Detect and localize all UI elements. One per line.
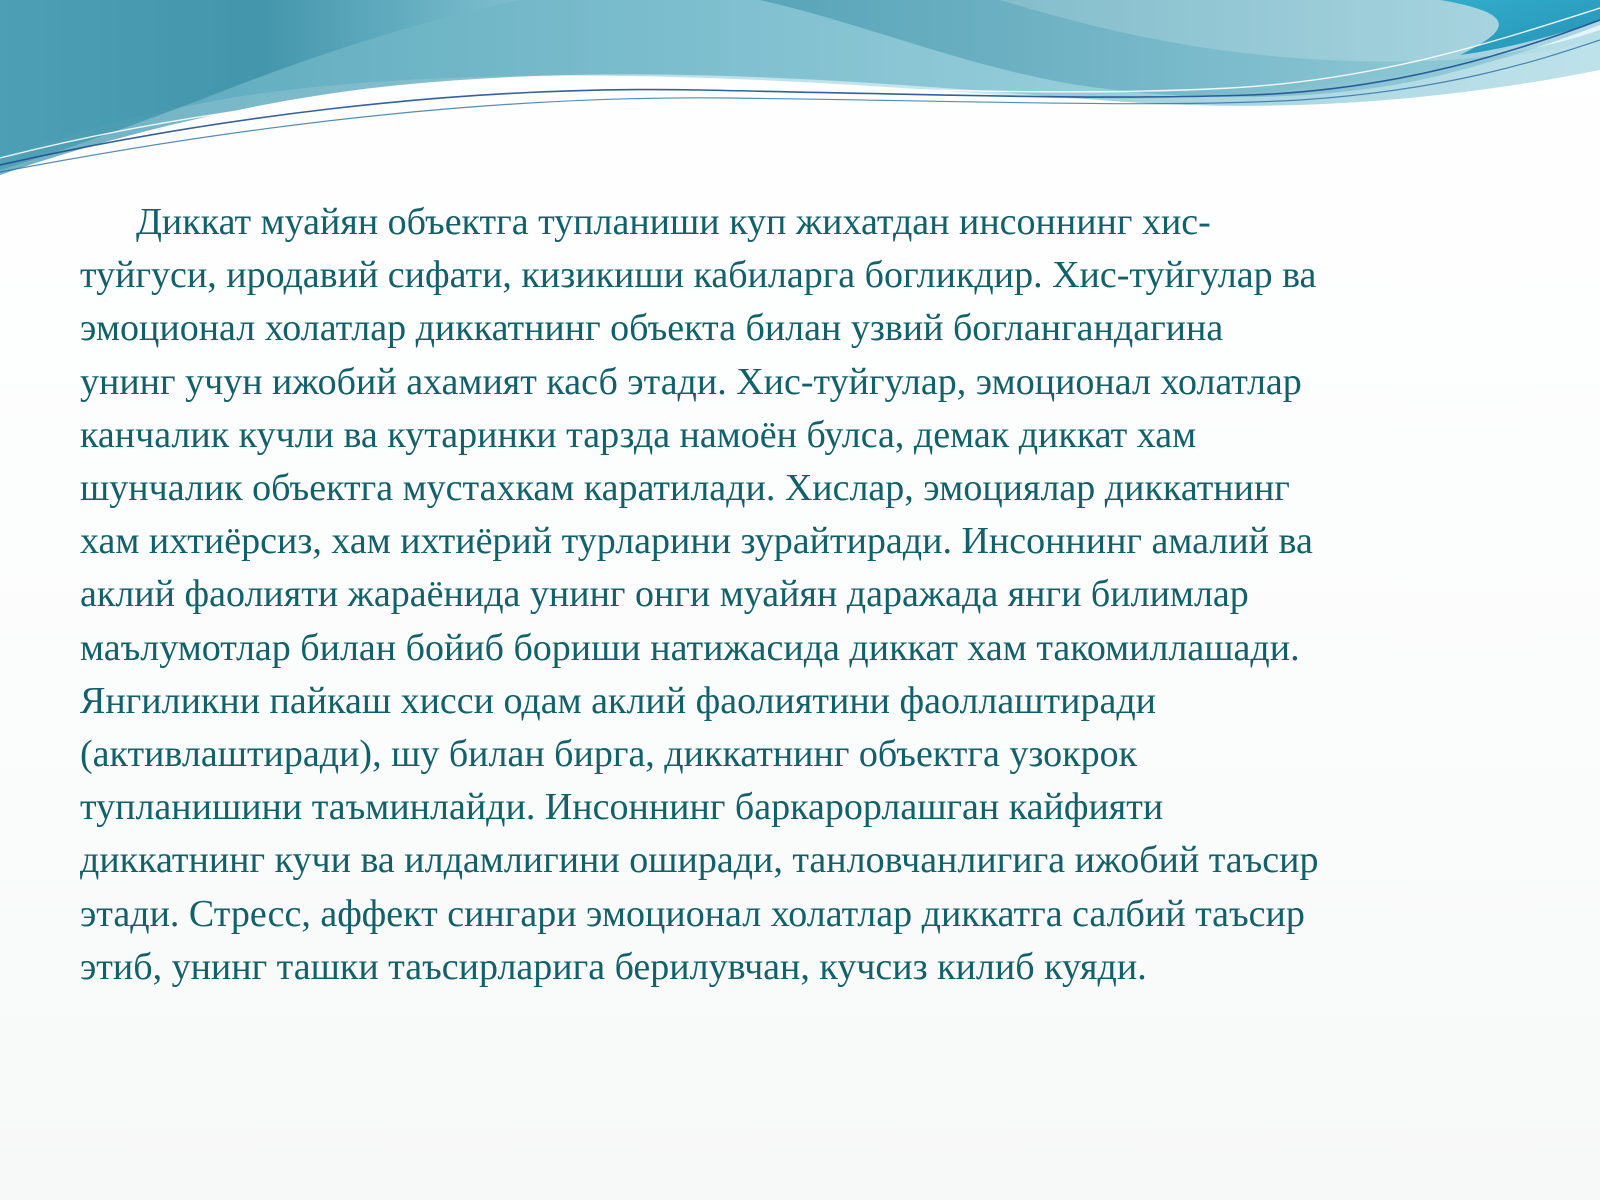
paragraph-line: (активлаштиради), шу билан бирга, диккатнинг объектга узокрок xyxy=(80,733,1138,776)
paragraph-line: канчалик кучли ва кутаринки тарзда намоён булса, демак диккат хам xyxy=(80,413,1197,456)
paragraph-line: аклий фаолияти жараёнида унинг онги муайян даражада янги билимлар xyxy=(80,573,1249,616)
paragraph-line: хам ихтиёрсиз, хам ихтиёрий турларини зурайтиради. Инсоннинг амалий ва xyxy=(80,520,1313,563)
paragraph-line: этади. Стресс, аффект сингари эмоционал холатлар диккатга салбий таъсир xyxy=(80,892,1305,935)
wave-header-decoration xyxy=(0,0,1600,200)
paragraph-line: шунчалик объектга мустахкам каратилади. Хислар, эмоциялар диккатнинг xyxy=(80,467,1290,510)
paragraph-line: эмоционал холатлар диккатнинг объекта билан узвий боглангандагина xyxy=(80,307,1224,350)
paragraph-line: туйгуси, иродавий сифати, кизикиши кабиларга богликдир. Хис-туйгулар ва xyxy=(80,254,1317,297)
paragraph-line: диккатнинг кучи ва илдамлигини оширади, танловчанлигига ижобий таъсир xyxy=(80,839,1319,882)
body-paragraph xyxy=(80,196,1530,994)
paragraph-line: Диккат муайян объектга тупланиши куп жихатдан инсоннинг хис- xyxy=(136,201,1211,243)
paragraph-line: маълумотлар билан бойиб бориши натижасида диккат хам такомиллашади. xyxy=(80,626,1300,669)
paragraph-line: тупланишини таъминлайди. Инсоннинг баркарорлашган кайфияти xyxy=(80,786,1164,829)
paragraph-line: унинг учун ижобий ахамият касб этади. Хис-туйгулар, эмоционал холатлар xyxy=(80,360,1302,403)
paragraph-line: этиб, унинг ташки таъсирларига берилувчан, кучсиз килиб куяди. xyxy=(80,945,1147,988)
paragraph-line: Янгиликни пайкаш хисси одам аклий фаолиятини фаоллаштиради xyxy=(80,679,1157,722)
